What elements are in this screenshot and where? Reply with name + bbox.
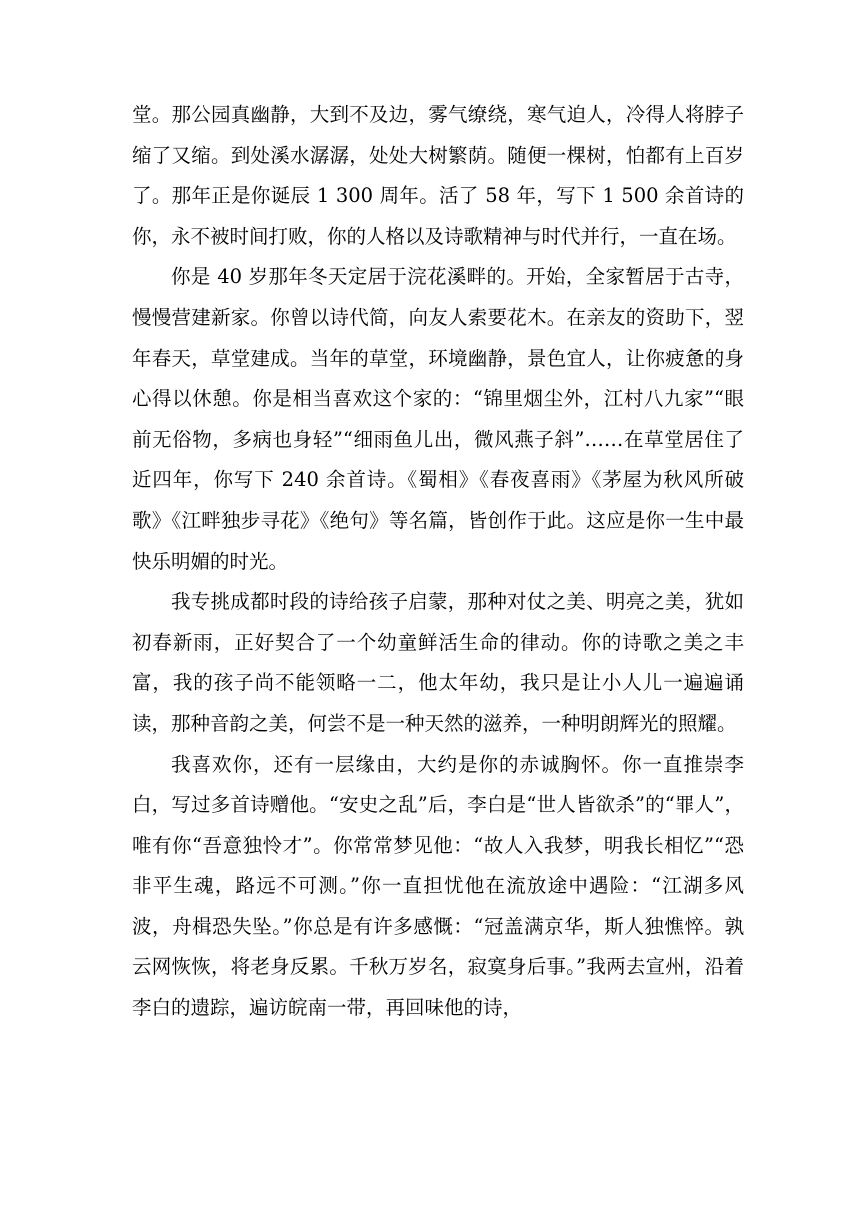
article-body	[132, 95, 744, 1029]
paragraph-child-poetry: 我专挑成都时段的诗给孩子启蒙，那种对仗之美、明亮之美，犹如初春新雨，正好契合了一个幼童鲜活生命的律动。你的诗歌之美之丰富，我的孩子尚不能领略一二，他太年幼，我只是让小人儿一遍遍诵读，那种音韵之美，何尝不是一种天然的滋养，一种明朗辉光的照耀。	[132, 590, 744, 735]
paragraph-continuation: 堂。那公园真幽静，大到不及边，雾气缭绕，寒气迫人，冷得人将脖子缩了又缩。到处溪水潺潺，处处大树繁荫。随便一棵树，怕都有上百岁了。那年正是你诞辰 1 300 周年。活了 58 年，写下 1 500 余首诗的你，永不被时间打败，你的人格以及诗歌精神与时代并行，一直在场。	[132, 103, 744, 248]
paragraph-li-bai: 我喜欢你，还有一层缘由，大约是你的赤诚胸怀。你一直推崇李白，写过多首诗赠他。“安史之乱”后，李白是“世人皆欲杀”的“罪人”，唯有你“吾意独怜才”。你常常梦见他：“故人入我梦，明我长相忆”“恐非平生魂，路远不可测。”你一直担忧他在流放途中遇险：“江湖多风波，舟楫恐失坠。”你总是有许多感慨：“冠盖满京华，斯人独憔悴。孰云网恢恢，将老身反累。千秋万岁名，寂寞身后事。”我两去宣州，沿着李白的遗踪，遍访皖南一带，再回味他的诗，	[132, 752, 744, 1020]
paragraph-caotang-life: 你是 40 岁那年冬天定居于浣花溪畔的。开始，全家暂居于古寺，慢慢营建新家。你曾以诗代简，向友人索要花木。在亲友的资助下，翌年春天，草堂建成。当年的草堂，环境幽静，景色宜人，让你疲惫的身心得以休憩。你是相当喜欢这个家的：“锦里烟尘外，江村八九家”“眼前无俗物，多病也身轻”“细雨鱼儿出，微风燕子斜”……在草堂居住了近四年，你写下 240 余首诗。《蜀相》《春夜喜雨》《茅屋为秋风所破歌》《江畔独步寻花》《绝句》等名篇，皆创作于此。这应是你一生中最快乐明媚的时光。	[132, 265, 744, 573]
